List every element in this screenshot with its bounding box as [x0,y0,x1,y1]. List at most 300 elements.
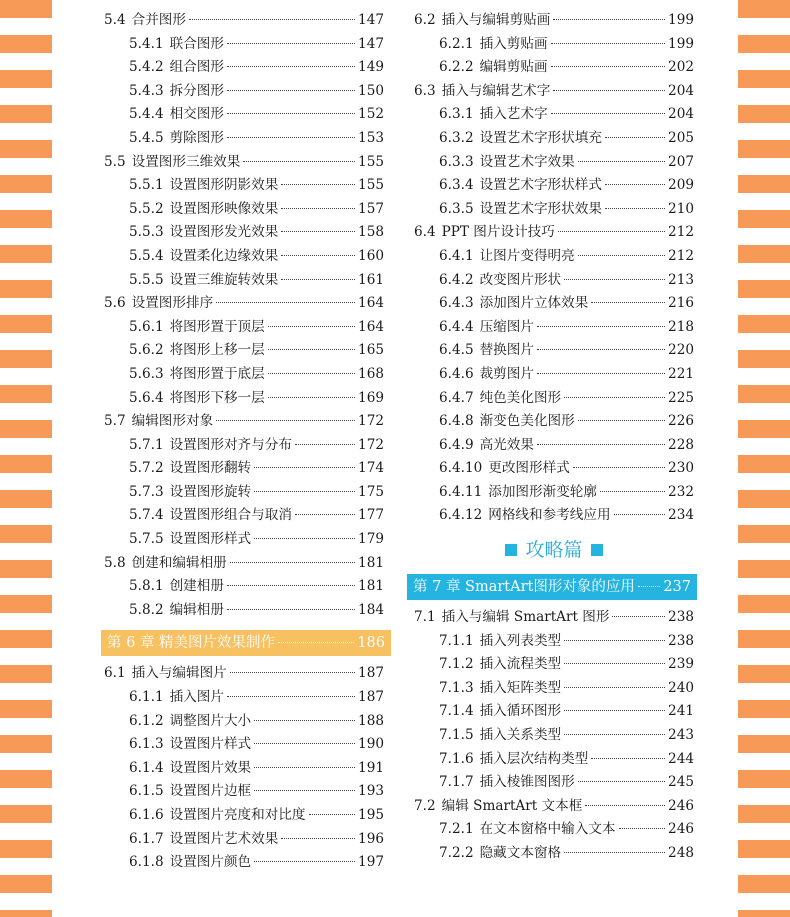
toc-entry-title: 设置图片样式 [169,736,252,753]
toc-entry-number: 6.1.3 [129,736,164,753]
toc-entry-title: 插入层次结构类型 [479,750,589,767]
toc-entry-page: 177 [358,507,384,524]
toc-entry-number: 6.1.8 [129,854,164,871]
toc-entry-number: 6.1.4 [129,759,164,776]
toc-entry-number: 6.4.5 [439,342,474,359]
toc-entry-title: 插入流程类型 [479,656,562,673]
toc-entry-leader-dots [254,467,355,468]
toc-entry-title: 改变图片形状 [479,271,562,288]
toc-entry-number: 6.4 [414,224,436,241]
toc-entry[interactable] [104,151,384,175]
toc-entry-page: 245 [668,774,694,791]
toc-entry-page: 204 [668,106,694,123]
toc-right-after [414,606,694,866]
toc-entry-number: 7.1.7 [439,774,474,791]
toc-entry-leader-dots [564,279,665,280]
toc-entry[interactable] [414,387,694,411]
toc-entry[interactable] [104,710,384,734]
toc-entry[interactable] [104,457,384,481]
toc-entry[interactable] [414,630,694,654]
chapter-7-label: 第 7 章 SmartArt图形对象的应用 [413,579,635,596]
toc-entry-page: 172 [358,436,384,453]
toc-entry-page: 197 [358,854,384,871]
chapter-7-bar[interactable] [407,574,697,600]
right-stripe-border [738,0,790,917]
toc-entry-title: 设置图形对齐与分布 [169,436,292,453]
toc-entry-number: 5.5.2 [129,200,164,217]
toc-entry[interactable] [414,606,694,630]
toc-entry-title: 相交图形 [169,106,224,123]
toc-entry[interactable] [104,245,384,269]
left-stripe-border [0,0,52,917]
toc-entry-page: 149 [358,59,384,76]
toc-entry[interactable] [414,748,694,772]
toc-entry-leader-dots [189,19,355,20]
toc-entry-leader-dots [254,720,355,721]
toc-entry-page: 199 [668,12,694,28]
toc-entry-title: 添加图片立体效果 [479,295,589,312]
toc-entry[interactable] [104,804,384,828]
toc-entry-leader-dots [564,852,665,853]
toc-entry-leader-dots [254,491,355,492]
toc-entry[interactable] [104,221,384,245]
toc-entry[interactable] [414,127,694,151]
toc-entry-leader-dots [281,279,355,280]
toc-entry-title: 拆分图形 [169,82,224,99]
toc-entry-number: 5.4 [104,12,126,28]
toc-entry[interactable] [104,575,384,599]
toc-entry[interactable] [104,387,384,411]
toc-entry-page: 147 [358,12,384,28]
toc-entry[interactable] [414,174,694,198]
chapter-6-page: 186 [357,635,385,652]
toc-entry-title: 设置图片效果 [169,759,252,776]
toc-entry-number: 6.4.3 [439,295,474,312]
toc-entry[interactable] [104,851,384,875]
toc-entry-number: 6.4.1 [439,247,474,264]
toc-entry-title: 合并图形 [131,12,186,28]
toc-entry-title: 添加图形渐变轮廓 [488,483,597,500]
toc-entry[interactable] [414,9,694,33]
toc-entry-title: 编辑剪贴画 [479,59,548,76]
toc-entry-number: 7.1.1 [439,632,474,649]
toc-entry-number: 6.3.5 [439,200,474,217]
toc-entry-number: 5.7 [104,413,126,430]
toc-entry[interactable] [104,33,384,57]
toc-entry[interactable] [414,700,694,724]
toc-entry-leader-dots [227,90,355,91]
toc-entry-page: 174 [358,460,384,477]
toc-entry-leader-dots [558,231,665,232]
toc-entry-leader-dots [600,491,665,492]
toc-entry-page: 164 [358,295,384,312]
toc-entry-leader-dots [281,231,355,232]
toc-entry-page: 243 [668,727,694,744]
toc-entry-number: 6.3.2 [439,129,474,146]
toc-entry-leader-dots [551,43,665,44]
chapter-6-bar[interactable] [101,630,391,656]
toc-entry-title: 设置图形翻转 [169,460,252,477]
toc-entry-leader-dots [254,790,355,791]
toc-entry[interactable] [104,504,384,528]
toc-entry[interactable] [414,56,694,80]
toc-entry-leader-dots [619,828,666,829]
toc-entry-number: 5.7.3 [129,483,164,500]
toc-entry-page: 184 [358,601,384,618]
toc-entry-title: PPT 图片设计技巧 [441,224,555,241]
toc-entry-page: 239 [668,656,694,673]
toc-entry-page: 188 [358,712,384,729]
toc-entry-title: 设置柔化边缘效果 [169,247,279,264]
toc-entry-page: 232 [668,483,694,500]
toc-entry-page: 165 [358,342,384,359]
toc-entry-title: 组合图形 [169,59,224,76]
toc-entry[interactable] [414,103,694,127]
toc-entry-leader-dots [578,781,665,782]
toc-entry-page: 157 [358,200,384,217]
toc-entry-number: 6.4.4 [439,318,474,335]
toc-entry[interactable] [104,339,384,363]
toc-entry-title: 插入关系类型 [479,727,562,744]
toc-entry-title: 设置图形发光效果 [169,224,279,241]
toc-entry-page: 181 [358,554,384,571]
toc-entry-title: 剪除图形 [169,129,224,146]
toc-entry-title: 设置图形旋转 [169,483,252,500]
toc-entry-page: 147 [358,35,384,52]
toc-entry[interactable] [104,780,384,804]
toc-entry[interactable] [414,80,694,104]
toc-entry-number: 7.1.3 [439,679,474,696]
toc-entry-leader-dots [268,397,355,398]
toc-entry-number: 5.6 [104,295,126,312]
toc-entry-title: 将图形置于顶层 [169,318,265,335]
toc-entry[interactable] [104,292,384,316]
toc-entry-title: 插入列表类型 [479,632,562,649]
toc-entry-title: 插入艺术字 [479,106,548,123]
toc-entry-page: 187 [358,665,384,682]
toc-entry-title: 创建和编辑相册 [131,554,227,571]
toc-entry-leader-dots [281,208,355,209]
toc-entry-number: 6.4.2 [439,271,474,288]
toc-entry-leader-dots [614,514,665,515]
toc-entry-title: 将图形上移一层 [169,342,265,359]
toc-entry-leader-dots [564,710,665,711]
toc-entry-page: 205 [668,129,694,146]
toc-entry-page: 212 [668,247,694,264]
toc-entry-number: 6.4.11 [439,483,483,500]
toc-entry-leader-dots [605,184,665,185]
toc-entry-page: 246 [668,797,694,814]
toc-entry[interactable] [104,9,384,33]
toc-entry[interactable] [414,410,694,434]
toc-entry[interactable] [104,828,384,852]
chapter-7-page: 237 [663,579,691,596]
toc-entry-page: 240 [668,679,694,696]
toc-entry-number: 6.1.6 [129,807,164,823]
toc-entry-title: 将图形置于底层 [169,365,265,382]
toc-entry-number: 5.5 [104,153,126,170]
toc-entry[interactable] [414,33,694,57]
toc-entry-number: 6.4.12 [439,507,483,524]
toc-entry-page: 216 [668,295,694,312]
toc-entry[interactable] [414,151,694,175]
toc-entry-leader-dots [564,397,665,398]
toc-left-before [104,9,384,622]
toc-entry-number: 5.5.3 [129,224,164,241]
toc-entry-leader-dots [591,302,665,303]
toc-entry[interactable] [414,269,694,293]
toc-entry-leader-dots [573,467,665,468]
toc-entry-page: 172 [358,413,384,430]
toc-entry-number: 7.1.5 [439,727,474,744]
toc-entry-page: 196 [358,830,384,847]
toc-entry-number: 6.4.7 [439,389,474,406]
toc-entry[interactable] [414,481,694,505]
toc-entry[interactable] [414,457,694,481]
toc-entry-leader-dots [309,814,356,815]
toc-entry[interactable] [104,198,384,222]
toc-entry-leader-dots [578,420,665,421]
toc-entry-leader-dots [537,326,665,327]
toc-entry-page: 175 [358,483,384,500]
toc-entry[interactable] [414,292,694,316]
toc-entry-page: 225 [668,389,694,406]
toc-entry[interactable] [414,677,694,701]
toc-entry-number: 6.2.2 [439,59,474,76]
toc-entry[interactable] [414,245,694,269]
toc-right-before [414,9,694,528]
toc-entry-leader-dots [254,861,355,862]
toc-entry-page: 160 [358,247,384,264]
toc-entry[interactable] [414,198,694,222]
toc-entry-number: 6.2.1 [439,35,474,52]
toc-entry-leader-dots [254,767,355,768]
toc-entry[interactable] [104,80,384,104]
toc-entry-number: 5.6.3 [129,365,164,382]
toc-entry-leader-dots [281,184,355,185]
toc-entry[interactable] [414,316,694,340]
toc-entry-leader-dots [216,302,355,303]
toc-entry-page: 199 [668,35,694,52]
toc-entry[interactable] [414,842,694,866]
toc-entry-leader-dots [605,208,665,209]
toc-entry-title: 设置图片颜色 [169,854,252,871]
toc-entry-title: 插入与编辑图片 [131,665,227,682]
toc-entry-number: 5.7.1 [129,436,164,453]
toc-entry-title: 高光效果 [479,436,534,453]
toc-entry-page: 155 [358,177,384,194]
toc-entry-number: 6.4.9 [439,436,474,453]
chapter-6-leader-dots [278,642,354,643]
toc-entry-number: 5.5.5 [129,271,164,288]
toc-entry[interactable] [414,339,694,363]
toc-entry-title: 插入图片 [169,689,224,706]
toc-entry-leader-dots [268,349,355,350]
toc-entry[interactable] [104,599,384,623]
toc-entry-title: 设置图片亮度和对比度 [169,807,306,823]
toc-entry-page: 230 [668,460,694,477]
toc-entry-leader-dots [551,113,665,114]
toc-entry[interactable] [104,174,384,198]
toc-entry-number: 6.4.6 [439,365,474,382]
toc-entry[interactable] [104,757,384,781]
toc-entry-number: 6.1.1 [129,689,164,706]
toc-entry-title: 纯色美化图形 [479,389,562,406]
toc-entry-page: 161 [358,271,384,288]
toc-entry-leader-dots [281,255,355,256]
toc-entry-number: 5.6.1 [129,318,164,335]
toc-entry[interactable] [414,221,694,245]
toc-entry-leader-dots [254,743,355,744]
toc-entry-page: 238 [668,632,694,649]
toc-entry[interactable] [104,662,384,686]
toc-entry-number: 6.1.2 [129,712,164,729]
toc-entry-number: 7.2.1 [439,821,474,838]
toc-entry[interactable] [414,771,694,795]
toc-entry-title: 插入与编辑艺术字 [441,82,551,99]
toc-entry-page: 248 [668,845,694,861]
toc-entry-page: 158 [358,224,384,241]
toc-entry-title: 裁剪图片 [479,365,534,382]
toc-entry-page: 244 [668,750,694,767]
toc-entry-title: 设置图形组合与取消 [169,507,292,524]
toc-entry-title: 隐藏文本窗格 [479,845,562,861]
toc-entry-page: 218 [668,318,694,335]
toc-entry[interactable] [414,818,694,842]
toc-entry[interactable] [104,552,384,576]
toc-entry-page: 181 [358,578,384,595]
toc-entry[interactable] [104,363,384,387]
toc-left-after [104,662,384,874]
toc-entry-page: 152 [358,106,384,123]
toc-entry[interactable] [104,269,384,293]
toc-entry-title: 在文本窗格中输入文本 [479,821,616,838]
toc-entry-leader-dots [578,255,665,256]
toc-entry-page: 213 [668,271,694,288]
toc-entry[interactable] [104,316,384,340]
toc-entry-leader-dots [268,326,355,327]
toc-entry-page: 246 [668,821,694,838]
toc-entry[interactable] [414,653,694,677]
toc-entry-title: 设置艺术字效果 [479,153,575,170]
toc-left-column [104,9,384,875]
toc-entry-number: 6.3 [414,82,436,99]
toc-entry-leader-dots [227,585,355,586]
toc-entry[interactable] [104,103,384,127]
toc-entry-title: 联合图形 [169,35,224,52]
toc-entry-page: 195 [358,807,384,823]
toc-entry[interactable] [104,686,384,710]
toc-entry-page: 212 [668,224,694,241]
toc-entry-page: 238 [668,609,694,626]
toc-entry-title: 设置艺术字形状效果 [479,200,602,217]
toc-entry[interactable] [414,363,694,387]
toc-entry-leader-dots [553,90,665,91]
toc-entry-title: 编辑图形对象 [131,413,214,430]
toc-entry-leader-dots [281,838,355,839]
toc-entry-title: 插入与编辑 SmartArt 图形 [441,609,610,626]
toc-entry-title: 编辑相册 [169,601,224,618]
toc-entry-title: 插入棱锥图图形 [479,774,575,791]
chapter-7-leader-dots [638,586,660,587]
toc-entry-number: 5.6.2 [129,342,164,359]
toc-entry-leader-dots [227,43,355,44]
toc-entry-page: 234 [668,507,694,524]
toc-entry-title: 渐变色美化图形 [479,413,575,430]
heading-square-icon [591,544,603,556]
toc-entry-title: 让图片变得明亮 [479,247,575,264]
toc-entry[interactable] [414,434,694,458]
toc-entry-leader-dots [591,758,665,759]
toc-entry[interactable] [104,56,384,80]
toc-entry-leader-dots [585,805,665,806]
toc-entry[interactable] [104,434,384,458]
toc-entry-number: 6.1 [104,665,126,682]
toc-entry-title: 设置图形排序 [131,295,214,312]
toc-entry-page: 150 [358,82,384,99]
toc-entry-page: 202 [668,59,694,76]
toc-entry-leader-dots [564,687,665,688]
toc-entry-leader-dots [564,640,665,641]
toc-entry-leader-dots [227,609,355,610]
toc-entry-page: 207 [668,153,694,170]
toc-entry-leader-dots [564,734,665,735]
toc-entry-leader-dots [227,137,355,138]
toc-entry-number: 5.6.4 [129,389,164,406]
toc-entry-title: 将图形下移一层 [169,389,265,406]
toc-entry-title: 设置图形样式 [169,531,252,548]
toc-entry-leader-dots [605,137,665,138]
toc-entry-title: 设置图片边框 [169,783,252,800]
chapter-6-label: 第 6 章 精美图片效果制作 [107,635,276,652]
toc-entry-title: 网格线和参考线应用 [488,507,611,524]
toc-entry-number: 5.4.3 [129,82,164,99]
toc-entry-number: 7.1.2 [439,656,474,673]
toc-entry[interactable] [104,410,384,434]
toc-entry-number: 6.3.3 [439,153,474,170]
toc-entry-page: 169 [358,389,384,406]
toc-entry-title: 插入循环图形 [479,703,562,720]
toc-entry-title: 设置图形三维效果 [131,153,241,170]
toc-entry-number: 6.3.1 [439,106,474,123]
toc-entry[interactable] [104,528,384,552]
toc-entry-title: 设置三维旋转效果 [169,271,279,288]
toc-entry-title: 设置图形阴影效果 [169,177,279,194]
toc-entry-leader-dots [243,161,355,162]
toc-entry-number: 6.4.10 [439,460,483,477]
toc-entry-page: 228 [668,436,694,453]
toc-entry-page: 191 [358,759,384,776]
toc-entry-number: 7.2.2 [439,845,474,861]
toc-entry-page: 190 [358,736,384,753]
toc-entry[interactable] [104,733,384,757]
toc-entry-page: 241 [668,703,694,720]
toc-entry[interactable] [104,127,384,151]
toc-entry[interactable] [104,481,384,505]
toc-entry-page: 209 [668,177,694,194]
toc-entry-leader-dots [553,19,665,20]
toc-entry[interactable] [414,504,694,528]
toc-entry-number: 5.4.4 [129,106,164,123]
toc-entry-page: 155 [358,153,384,170]
toc-entry[interactable] [414,724,694,748]
toc-entry-number: 6.3.4 [439,177,474,194]
toc-entry-leader-dots [227,696,355,697]
toc-entry[interactable] [414,795,694,819]
toc-entry-title: 编辑 SmartArt 文本框 [441,797,583,814]
heading-square-icon [505,544,517,556]
toc-entry-page: 168 [358,365,384,382]
